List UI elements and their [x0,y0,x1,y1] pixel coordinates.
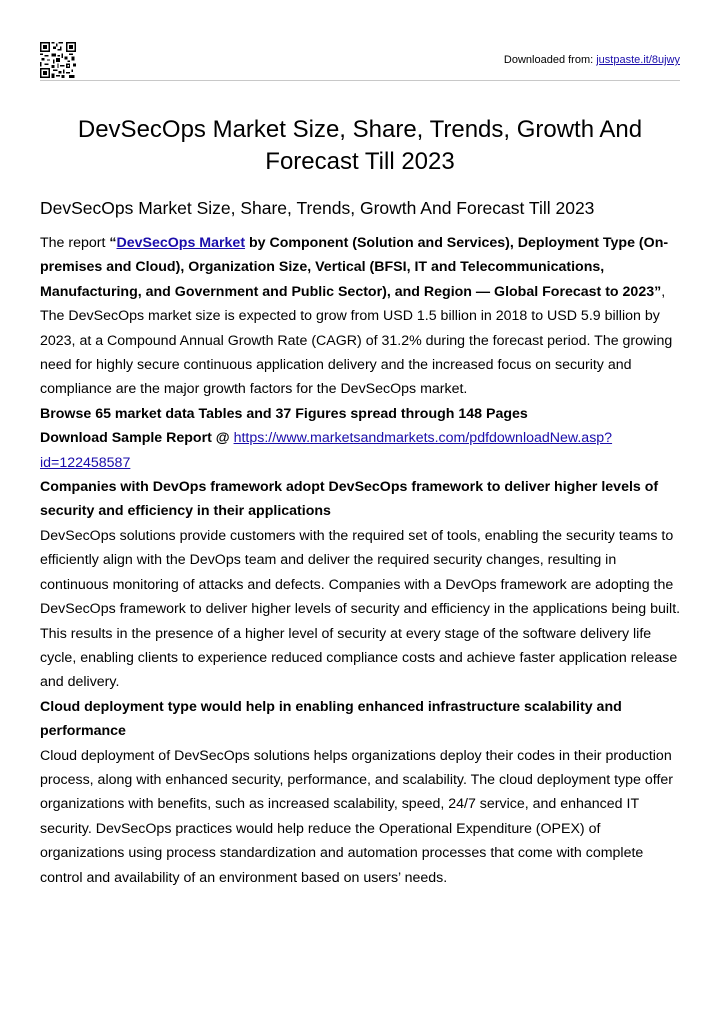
browse-line [40,402,682,426]
page-title: DevSecOps Market Size, Share, Trends, Growth And Forecast Till 2023 [77,116,643,175]
intro-body: , The DevSecOps market size is expected to grow from USD 1.5 billion in 2018 to USD 5.9 billion by 2023, at a Compound Annual Growth Rate (CAGR) of 31.2% during the forecast period. The growing need for highly secure continuous application delivery and the increased focus on security and compliance are the major growth factors for the DevSecOps market. [40,283,673,398]
download-label: Download Sample Report @ [40,430,234,447]
page-subtitle: DevSecOps Market Size, Share, Trends, Growth And Forecast Till 2023 [40,198,595,218]
intro-paragraph [40,231,682,402]
download-line [40,426,682,475]
section1-heading-text: Companies with DevOps framework adopt DevSecOps framework to deliver higher levels of security and efficiency in their applications [40,479,659,520]
intro-quote-open: “ [109,235,117,251]
section1-heading [40,475,682,524]
browse-text: Browse 65 market data Tables and 37 Figures spread through 148 Pages [40,405,528,422]
qr-code-icon [40,42,76,78]
section2-heading-text: Cloud deployment type would help in enabling enhanced infrastructure scalability and performance [40,698,622,740]
section2-heading [40,695,682,744]
market-link[interactable] [117,235,246,251]
page-header [40,42,680,81]
report-title-bold: by Component (Solution and Services), Deployment Type (On-premises and Cloud), Organization Size, Vertical (BFSI, IT and Telecommunications, Manufacturing, and Government and Public Sector), and Region — Global Forecast to 2023” [40,235,669,300]
section2-body: Cloud deployment of DevSecOps solutions helps organizations deploy their codes in their production process, along with enhanced security, performance, and scalability. The cloud deployment type offer organizations with benefits, such as increased scalability, speed, 24/7 service, and enhanced IT security. DevSecOps practices would help reduce the Operational Expenditure (OPEX) of organizations using process standardization and automation processes that come with complete control and availability of an environment based on users’ needs. [40,747,674,886]
article-body [40,231,682,890]
intro-prefix: The report [40,235,110,251]
downloaded-from [504,54,680,66]
market-link-text: DevSecOps Market [116,235,246,251]
section1-body: DevSecOps solutions provide customers with the required set of tools, enabling the security teams to efficiently align with the DevOps team and deliver the required security changes, resulting in continuous monitoring of attacks and defects. Companies with a DevOps framework are adopting the DevSecOps framework to deliver higher levels of security and efficiency in the applications being built. This results in the presence of a higher level of security at every stage of the software delivery life cycle, enabling clients to experience reduced compliance costs and achieve faster application release and delivery. [40,527,681,691]
downloaded-label: Downloaded from: [503,54,597,66]
download-link[interactable]: https://www.marketsandmarkets.com/pdfdownloadNew.asp?id=122458587 [40,430,613,471]
source-link[interactable]: justpaste.it/8ujwy [596,54,680,66]
